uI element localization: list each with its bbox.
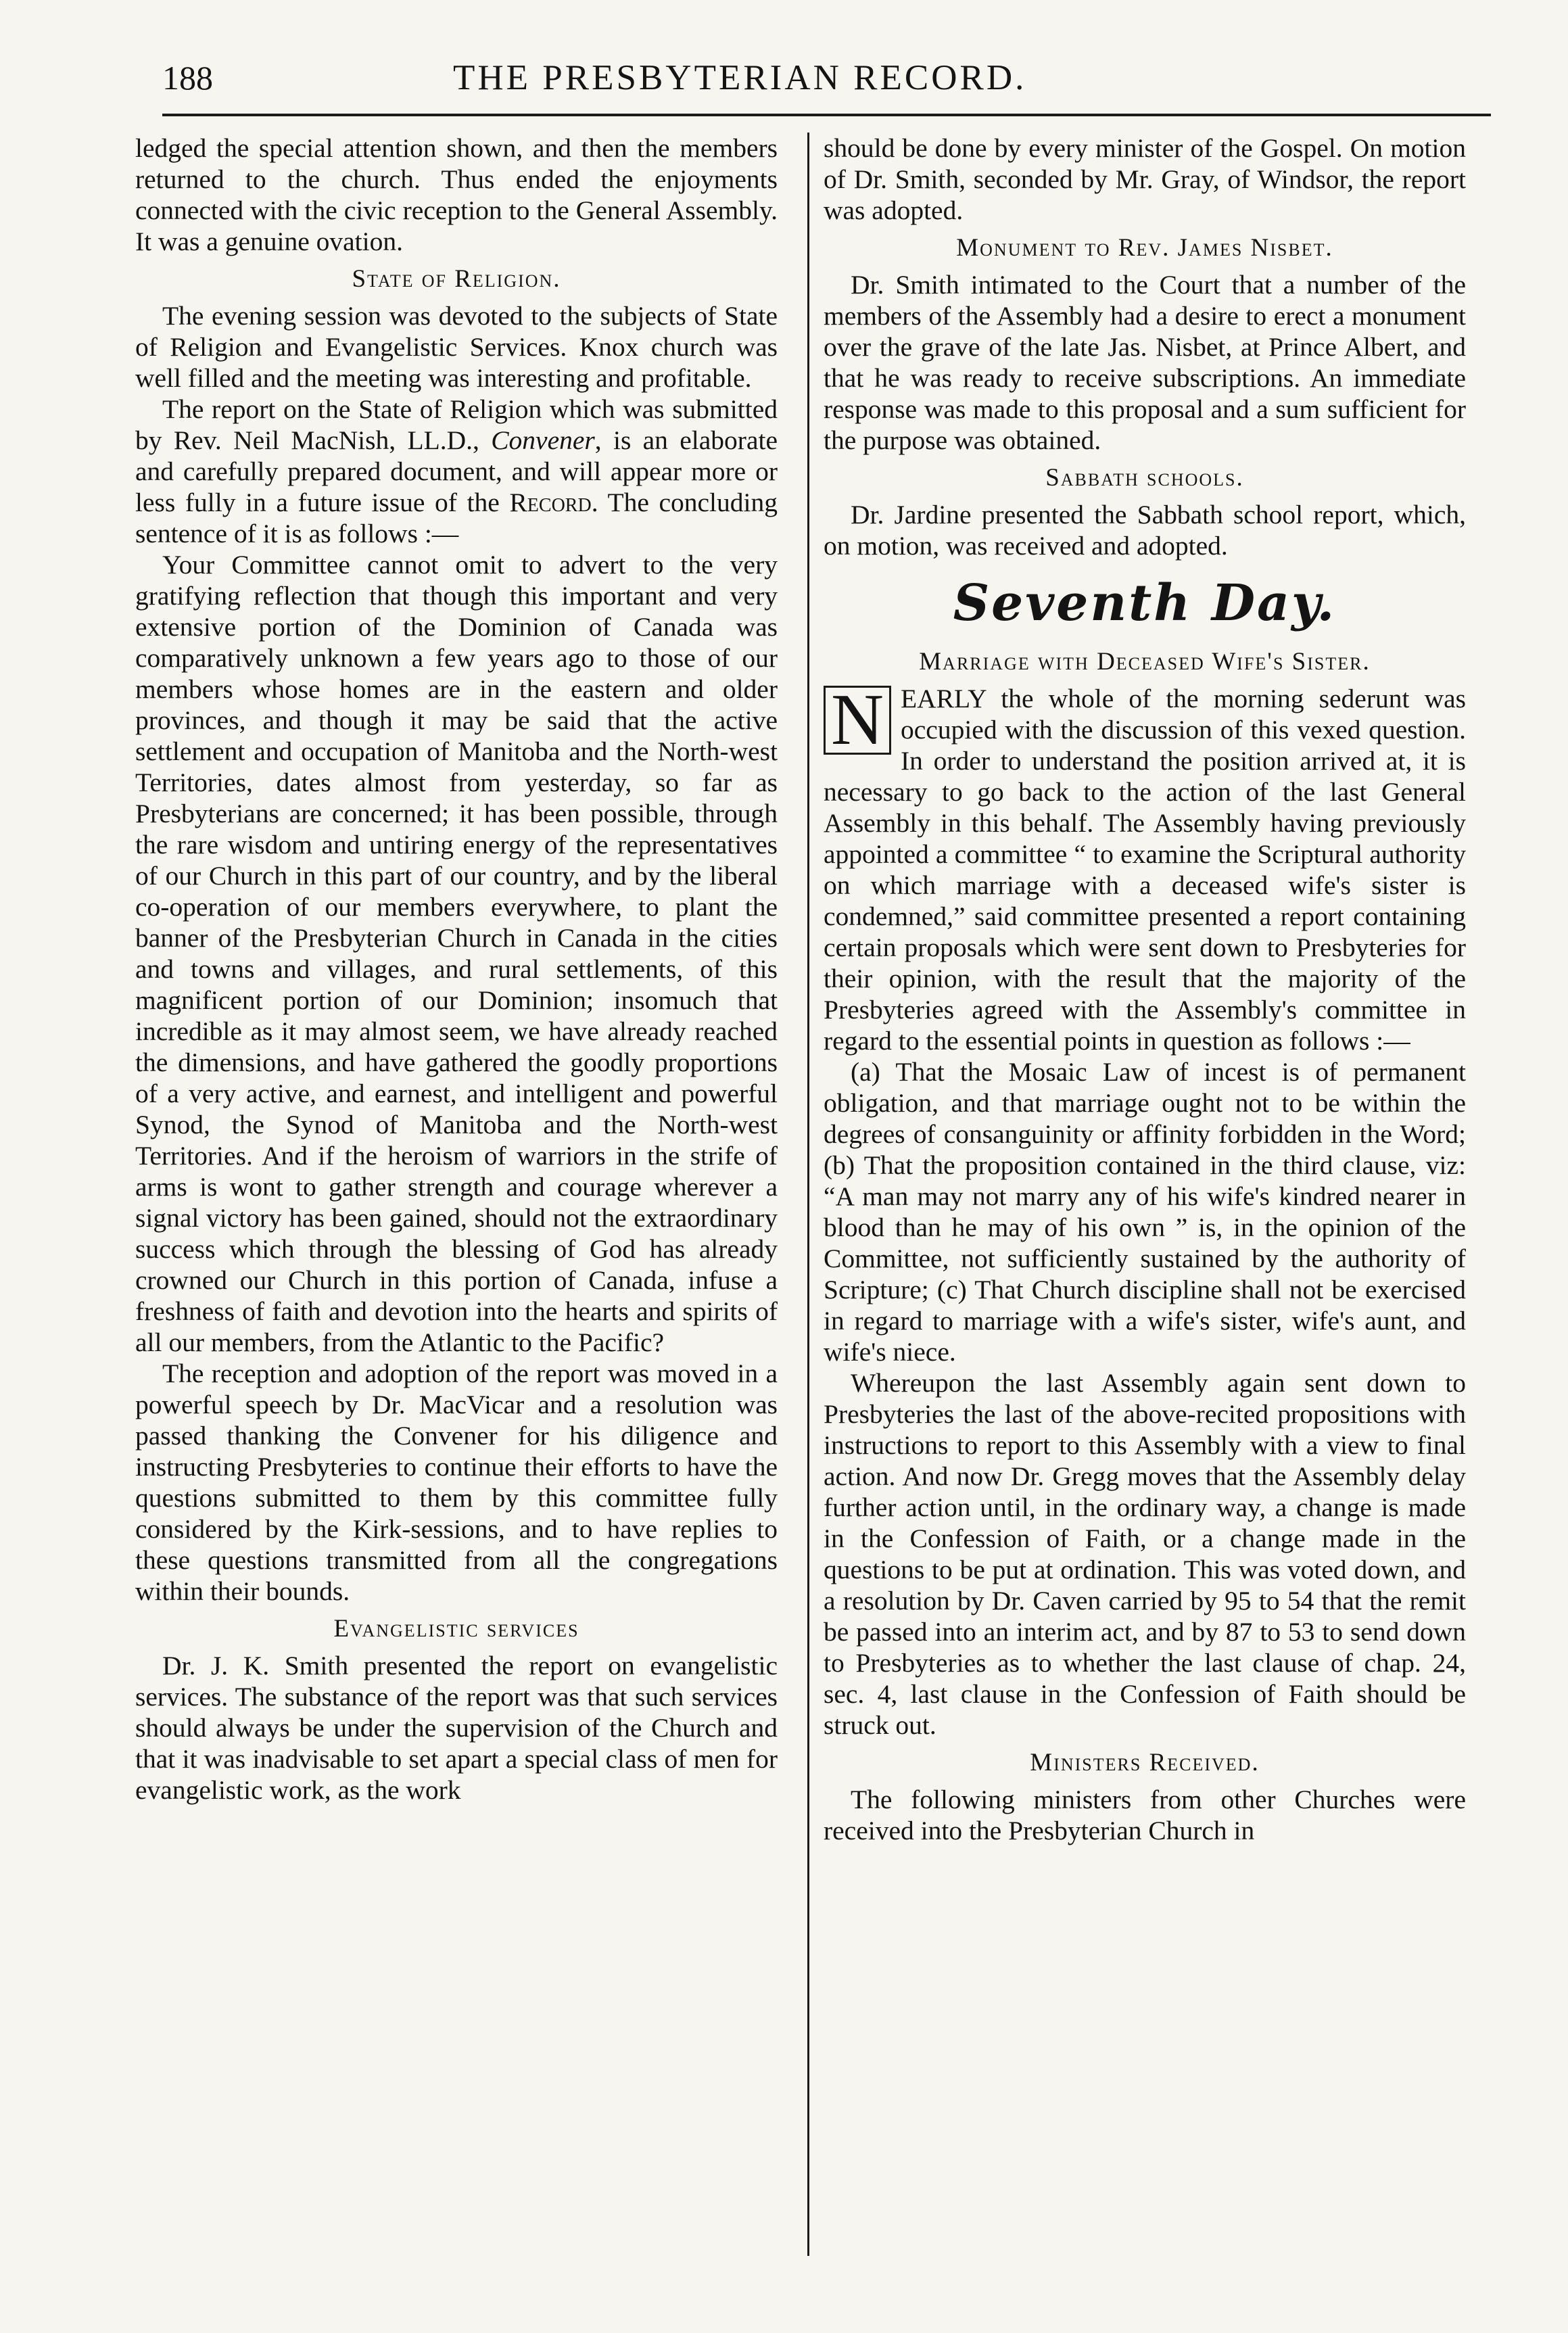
record-word: Record: [509, 488, 592, 517]
header-rule: [162, 114, 1491, 116]
paragraph: The following ministers from other Churches were received into the Presbyterian Church in: [824, 1785, 1466, 1845]
paragraph: Dr. J. K. Smith presented the report on evangelistic services. The substance of the report was that such services should always be under the supervision of the Church and that it was inadvisable to set apart a special class of men for evangelistic work, as the work: [135, 1651, 778, 1805]
section-heading-sabbath-schools: Sabbath schools.: [1045, 464, 1244, 492]
paragraph: (a) That the Mosaic Law of incest is of permanent obligation, and that marriage ought not to be within the degrees of consanguinity or affinity forbidden in the Word; (b) That the proposition contained in the third clause, viz: “A man may not marry any of his wife's kindred nearer in blood than he may of his own ” is, in the opinion of the Committee, not sufficiently sustained by the authority of Scripture; (c) That Church discipline shall not be exercised in regard to marriage with a wife's sister, wife's aunt, and wife's niece.: [824, 1057, 1466, 1367]
paragraph: Whereupon the last Assembly again sent down to Presbyteries the last of the above-recited propositions with instructions to report to this Assembly with a view to final action. And now Dr. Gregg moves that the Assembly delay further action until, in the ordinary way, a change is made in the Confession of Faith, or a change made in the questions to be put at ordination. This was voted down, and a resolution by Dr. Caven carried by 95 to 54 that the remit be passed into an interim act, and by 87 to 53 to send down to Presbyteries as to whether the last clause of chap. 24, sec. 4, last clause in the Confession of Faith should be struck out.: [824, 1368, 1466, 1740]
quoted-passage: Your Committee cannot omit to advert to the very gratifying reflection that though this important and very extensive portion of the Dominion of Canada was comparatively unknown a few years ago to those of our members whose homes are in the eastern and older provinces, and though it may be said that the active settlement and occupation of Manitoba and the North-west Territories, dates almost from yesterday, so far as Presbyterians are concerned; it has been possible, through the rare wisdom and untiring energy of the representatives of our Church in this part of our country, and by the liberal co-operation of our members everywhere, to plant the banner of the Presbyterian Church in Canada in the cities and towns and villages, and rural settlements, of this magnificent portion of our Dominion; insomuch that incredible as it may almost seem, we have already reached the dimensions, and have gathered the goodly proportions of a very active, and earnest, and intelligent and powerful Synod, the Synod of Manitoba and the North-west Territories. And if the heroism of warriors in the strife of arms is wont to gather strength and courage wherever a signal victory has been gained, should not the extraordinary success which through the blessing of God has already crowned our Church in this portion of Canada, infuse a freshness of faith and devotion into the hearts and spirits of all our members, from the Atlantic to the Pacific?: [135, 550, 778, 1357]
text-run: . The concluding sentence of it is as follows :—: [135, 488, 778, 548]
section-heading-evangelistic-services: Evangelistic services: [333, 1615, 579, 1643]
page-header: [162, 47, 1494, 108]
paragraph: should be done by every minister of the Gospel. On motion of Dr. Smith, seconded by Mr. Gray, of Windsor, the report was adopted.: [824, 133, 1466, 225]
paragraph-dropcap: [824, 680, 1466, 1056]
text-run: The report on the State of Religion which was submitted by Rev. Neil MacNish, LL.D.,: [135, 394, 778, 455]
right-column: [824, 133, 1466, 2263]
section-heading-ministers-received: Ministers Received.: [1030, 1749, 1260, 1776]
running-title: THE PRESBYTERIAN RECORD.: [453, 58, 1027, 97]
convener-word: Convener: [491, 425, 595, 455]
section-heading-monument: Monument to Rev. James Nisbet.: [956, 234, 1333, 262]
drop-cap-letter: N: [824, 686, 891, 755]
page-number: 188: [162, 59, 213, 97]
paragraph: ledged the special attention shown, and then the members returned to the church. Thus ended the enjoyments connected with the civic reception to the General Assembly. It was a genuine ovation.: [135, 133, 778, 256]
paragraph: Dr. Jardine presented the Sabbath school report, which, on motion, was received and adopted.: [824, 500, 1466, 561]
paragraph-report: [135, 394, 778, 549]
text-run: , is an elaborate and carefully prepared document, and will appear more or less fully in a future issue of the: [135, 425, 778, 517]
column-divider: [807, 133, 809, 2256]
day-title: Seventh Day.: [953, 574, 1337, 632]
text-run: EARLY the whole of the morning sederunt was occupied with the discussion of this vexed question. In order to understand the position arrived at, it is necessary to go back to the action of the last General Assembly in this behalf. The Assembly having previously appointed a committee “ to examine the Scriptural authority on which marriage with a deceased wife's sister is condemned,” said committee presented a report containing certain proposals which were sent down to Presbyteries for their opinion, with the result that the majority of the Presbyteries agreed with the Assembly's committee in regard to the essential points in question as follows :—: [824, 684, 1466, 1056]
section-heading-state-of-religion: State of Religion.: [352, 265, 561, 293]
paragraph: The reception and adoption of the report was moved in a powerful speech by Dr. MacVicar and a resolution was passed thanking the Convener for his diligence and instructing Presbyteries to continue their efforts to have the questions submitted to them by this committee fully considered by the Kirk-sessions, and to have replies to these questions transmitted from all the congregations within their bounds.: [135, 1359, 778, 1606]
left-column: [135, 133, 778, 2263]
section-heading-marriage: Marriage with Deceased Wife's Sister.: [919, 648, 1371, 676]
paragraph: The evening session was devoted to the subjects of State of Religion and Evangelistic Services. Knox church was well filled and the meeting was interesting and profitable.: [135, 301, 778, 393]
paragraph: Dr. Smith intimated to the Court that a number of the members of the Assembly had a desire to erect a monument over the grave of the late Jas. Nisbet, at Prince Albert, and that he was ready to receive subscriptions. An immediate response was made to this proposal and a sum sufficient for the purpose was obtained.: [824, 270, 1466, 455]
